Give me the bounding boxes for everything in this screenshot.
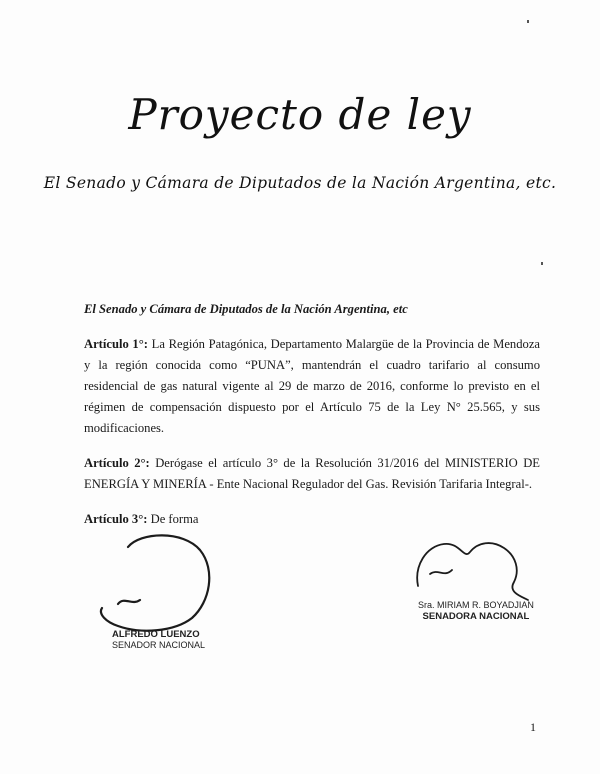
page-number: 1 (530, 720, 536, 734)
scan-speck (527, 20, 529, 23)
article-2-label: Artículo 2°: (84, 456, 150, 470)
signature-boyadjian-image (404, 530, 544, 610)
article-3-text: De forma (147, 512, 199, 526)
signature-boyadjian-name: Sra. MIRIAM R. BOYADJIAN (418, 600, 534, 610)
article-3-label: Artículo 3°: (84, 512, 148, 526)
signature-luenzo-image (88, 522, 238, 642)
document-title: Proyecto de ley (128, 90, 472, 139)
article-2-text: Derógase el artículo 3° de la Resolución 31/2016 del MINISTERIO DE ENERGÍA Y MINERÍA - Ente Nacional Regulador del Gas. Revisión Tarifaria Integral-. (84, 456, 540, 491)
document-body (84, 299, 540, 544)
article-1-label: Artículo 1°: (84, 337, 148, 351)
article-2 (84, 453, 540, 495)
article-1 (84, 334, 540, 439)
signature-boyadjian-role: SENADORA NACIONAL (422, 611, 530, 622)
article-1-text: La Región Patagónica, Departamento Malargüe de la Provincia de Mendoza y la región conocida como “PUNA”, mantendrán el cuadro tarifario al consumo residencial de gas natural vigente al 29 de marzo de 2016, conforme lo previsto en el régimen de compensación dispuesto por el Artículo 75 de la Ley N° 25.565, y sus modificaciones. (84, 337, 540, 435)
scan-speck (541, 262, 543, 265)
signature-boyadjian (418, 600, 534, 622)
signature-luenzo-name: ALFREDO LUENZO (112, 629, 200, 640)
document-heading: El Senado y Cámara de Diputados de la Nación Argentina, etc (84, 302, 408, 316)
signature-luenzo-role: SENADOR NACIONAL (112, 640, 206, 650)
document-subtitle: El Senado y Cámara de Diputados de la Nación Argentina, etc. (43, 174, 557, 192)
signature-luenzo (112, 629, 205, 651)
